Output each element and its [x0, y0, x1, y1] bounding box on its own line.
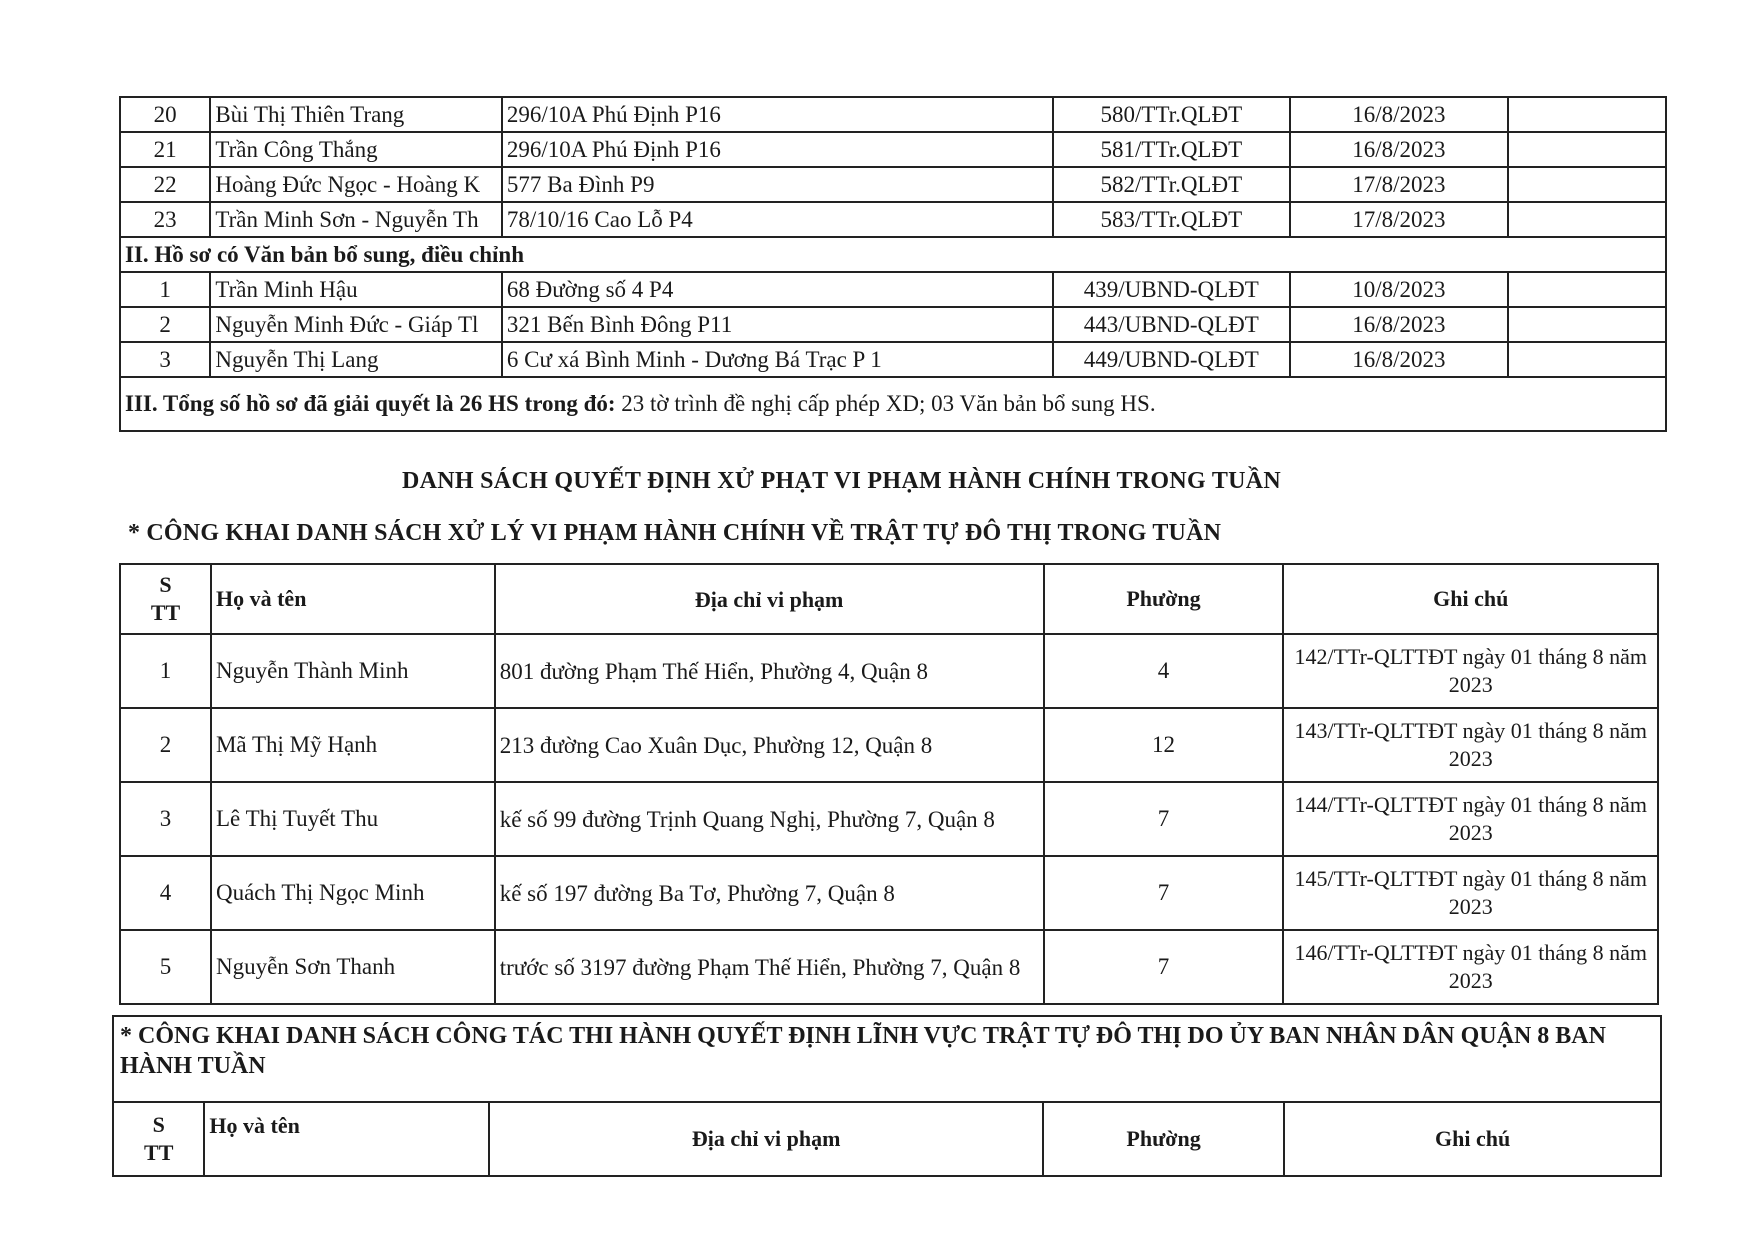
- row-address: 6 Cư xá Bình Minh - Dương Bá Trạc P 1: [502, 342, 1053, 377]
- row-name: Nguyễn Thị Lang: [210, 342, 502, 377]
- building-permit-table: [119, 96, 1667, 432]
- violations-table: [119, 563, 1659, 1005]
- row-address: 213 đường Cao Xuân Dục, Phường 12, Quận 8: [495, 708, 1044, 782]
- row-name: Nguyễn Minh Đức - Giáp Tl: [210, 307, 502, 342]
- header-stt-line-1: S: [159, 572, 172, 597]
- row-name: Trần Minh Sơn - Nguyễn Th: [210, 202, 502, 237]
- row-name: Nguyễn Thành Minh: [211, 634, 495, 708]
- header-note: Ghi chú: [1283, 564, 1658, 634]
- table-row: [120, 342, 1666, 377]
- row-stt: 22: [120, 167, 210, 202]
- summary-text: 23 tờ trình đề nghị cấp phép XD; 03 Văn bản bổ sung HS.: [615, 391, 1156, 416]
- row-extra-cell: [1508, 97, 1666, 132]
- row-address: 68 Đường số 4 P4: [502, 272, 1053, 307]
- row-stt: 21: [120, 132, 210, 167]
- row-extra-cell: [1508, 272, 1666, 307]
- row-address: trước số 3197 đường Phạm Thế Hiển, Phường 7, Quận 8: [495, 930, 1044, 1004]
- row-address: 78/10/16 Cao Lỗ P4: [502, 202, 1053, 237]
- row-name: Lê Thị Tuyết Thu: [211, 782, 495, 856]
- row-extra-cell: [1508, 202, 1666, 237]
- row-date: 17/8/2023: [1290, 202, 1509, 237]
- row-note: 142/TTr-QLTTĐT ngày 01 tháng 8 năm 2023: [1283, 634, 1658, 708]
- row-stt: 2: [120, 708, 211, 782]
- header-name: Họ và tên: [211, 564, 495, 634]
- table-row: [120, 708, 1658, 782]
- table-row: [120, 202, 1666, 237]
- row-note: 144/TTr-QLTTĐT ngày 01 tháng 8 năm 2023: [1283, 782, 1658, 856]
- table-row: [120, 97, 1666, 132]
- row-ward: 7: [1044, 782, 1284, 856]
- section-ii-title: II. Hồ sơ có Văn bản bổ sung, điều chỉnh: [120, 237, 1666, 272]
- table-row: [120, 272, 1666, 307]
- row-extra-cell: [1508, 132, 1666, 167]
- violations-section-title: * CÔNG KHAI DANH SÁCH XỬ LÝ VI PHẠM HÀNH CHÍNH VỀ TRẬT TỰ ĐÔ THỊ TRONG TUẦN: [128, 520, 1222, 546]
- row-name: Trần Công Thắng: [210, 132, 502, 167]
- row-stt: 1: [120, 634, 211, 708]
- header-note: Ghi chú: [1284, 1102, 1661, 1176]
- summary-bold-text: III. Tổng số hồ sơ đã giải quyết là 26 HS trong đó:: [125, 391, 616, 416]
- row-stt: 4: [120, 856, 211, 930]
- table-row: [120, 856, 1658, 930]
- row-document-number: 583/TTr.QLĐT: [1053, 202, 1290, 237]
- row-address: 577 Ba Đình P9: [502, 167, 1053, 202]
- row-date: 17/8/2023: [1290, 167, 1509, 202]
- row-ward: 12: [1044, 708, 1284, 782]
- row-note: 146/TTr-QLTTĐT ngày 01 tháng 8 năm 2023: [1283, 930, 1658, 1004]
- row-address: 296/10A Phú Định P16: [502, 132, 1053, 167]
- row-ward: 7: [1044, 930, 1284, 1004]
- row-extra-cell: [1508, 342, 1666, 377]
- table-row: [120, 132, 1666, 167]
- row-stt: 20: [120, 97, 210, 132]
- row-date: 16/8/2023: [1290, 132, 1509, 167]
- row-address: kế số 197 đường Ba Tơ, Phường 7, Quận 8: [495, 856, 1044, 930]
- row-name: Bùi Thị Thiên Trang: [210, 97, 502, 132]
- table-row: [120, 930, 1658, 1004]
- row-note: 143/TTr-QLTTĐT ngày 01 tháng 8 năm 2023: [1283, 708, 1658, 782]
- row-name: Hoàng Đức Ngọc - Hoàng K: [210, 167, 502, 202]
- row-date: 16/8/2023: [1290, 97, 1509, 132]
- row-stt: 2: [120, 307, 210, 342]
- row-document-number: 582/TTr.QLĐT: [1053, 167, 1290, 202]
- header-stt: [113, 1102, 204, 1176]
- header-address: Địa chỉ vi phạm: [495, 564, 1044, 634]
- row-address: 801 đường Phạm Thế Hiển, Phường 4, Quận 8: [495, 634, 1044, 708]
- row-stt: 1: [120, 272, 210, 307]
- enforcement-table: [112, 1101, 1662, 1177]
- row-document-number: 581/TTr.QLĐT: [1053, 132, 1290, 167]
- row-document-number: 439/UBND-QLĐT: [1053, 272, 1290, 307]
- header-stt-line-2: TT: [144, 1140, 174, 1165]
- table-row: [120, 782, 1658, 856]
- header-stt-line-1: S: [152, 1112, 165, 1137]
- table-header-row: [113, 1102, 1661, 1176]
- header-stt: [120, 564, 211, 634]
- row-extra-cell: [1508, 167, 1666, 202]
- header-ward: Phường: [1043, 1102, 1284, 1176]
- row-name: Mã Thị Mỹ Hạnh: [211, 708, 495, 782]
- header-name: Họ và tên: [204, 1102, 489, 1176]
- row-date: 16/8/2023: [1290, 307, 1509, 342]
- row-address: kế số 99 đường Trịnh Quang Nghị, Phường 7, Quận 8: [495, 782, 1044, 856]
- header-ward: Phường: [1044, 564, 1284, 634]
- row-document-number: 449/UBND-QLĐT: [1053, 342, 1290, 377]
- table-row: [120, 167, 1666, 202]
- section-ii-row: [120, 237, 1666, 272]
- row-ward: 4: [1044, 634, 1284, 708]
- row-ward: 7: [1044, 856, 1284, 930]
- summary-row: [120, 377, 1666, 431]
- row-stt: 3: [120, 782, 211, 856]
- row-name: Nguyễn Sơn Thanh: [211, 930, 495, 1004]
- table-header-row: [120, 564, 1658, 634]
- header-stt-line-2: TT: [150, 600, 181, 625]
- enforcement-section-title: * CÔNG KHAI DANH SÁCH CÔNG TÁC THI HÀNH QUYẾT ĐỊNH LĨNH VỰC TRẬT TỰ ĐÔ THỊ DO ỦY BAN NHÂN DÂN QUẬN 8 BAN HÀNH TUẦN: [112, 1015, 1662, 1101]
- row-address: 296/10A Phú Định P16: [502, 97, 1053, 132]
- row-extra-cell: [1508, 307, 1666, 342]
- table-row: [120, 307, 1666, 342]
- row-date: 10/8/2023: [1290, 272, 1509, 307]
- row-date: 16/8/2023: [1290, 342, 1509, 377]
- table-row: [120, 634, 1658, 708]
- row-stt: 23: [120, 202, 210, 237]
- header-address: Địa chỉ vi phạm: [489, 1102, 1043, 1176]
- summary-cell: [120, 377, 1666, 431]
- row-document-number: 580/TTr.QLĐT: [1053, 97, 1290, 132]
- row-name: Quách Thị Ngọc Minh: [211, 856, 495, 930]
- row-address: 321 Bến Bình Đông P11: [502, 307, 1053, 342]
- row-stt: 5: [120, 930, 211, 1004]
- row-stt: 3: [120, 342, 210, 377]
- row-note: 145/TTr-QLTTĐT ngày 01 tháng 8 năm 2023: [1283, 856, 1658, 930]
- main-heading: DANH SÁCH QUYẾT ĐỊNH XỬ PHẠT VI PHẠM HÀNH CHÍNH TRONG TUẦN: [402, 468, 1282, 494]
- row-document-number: 443/UBND-QLĐT: [1053, 307, 1290, 342]
- row-name: Trần Minh Hậu: [210, 272, 502, 307]
